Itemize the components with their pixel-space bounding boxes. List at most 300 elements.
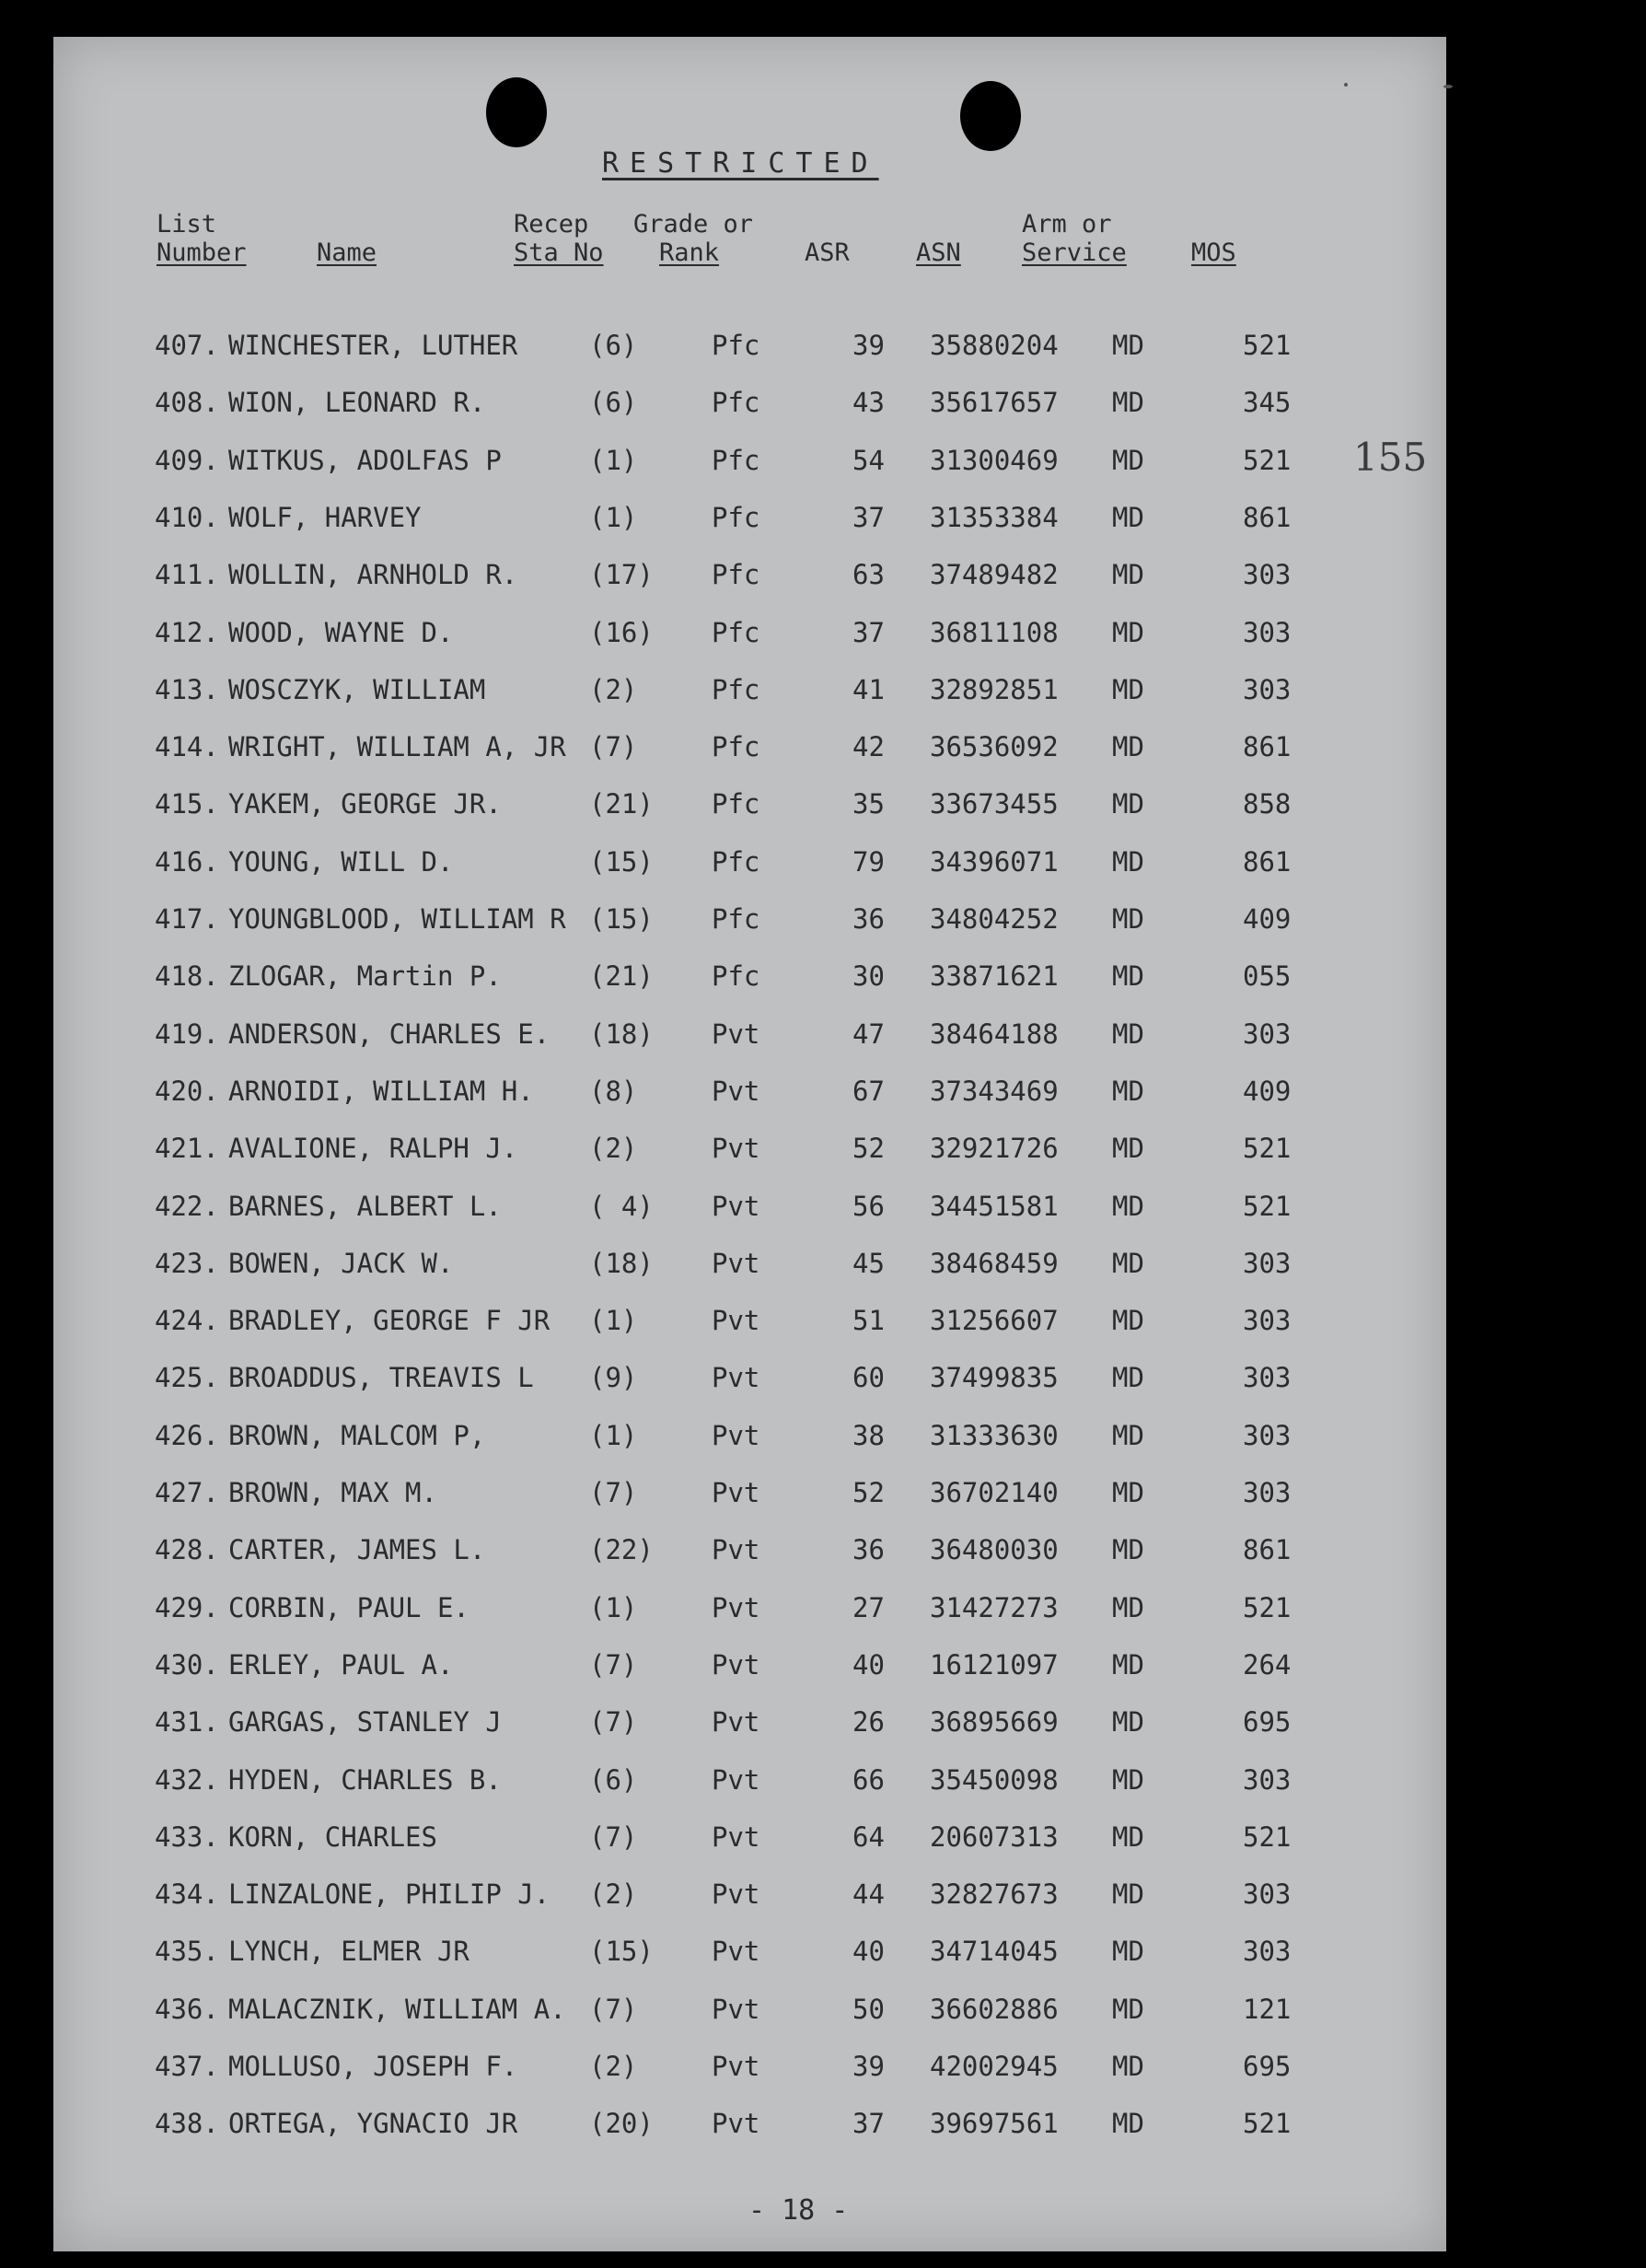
cell-mos: 861 <box>1243 845 1292 878</box>
cell-arm-service: MD <box>1112 1936 1144 1968</box>
cell-asr: 47 <box>852 1018 885 1050</box>
cell-list-number: 420. <box>155 1075 219 1107</box>
cell-mos: 521 <box>1243 1190 1292 1222</box>
cell-mos: 121 <box>1243 1993 1292 2025</box>
cell-recep-sta-no: (15) <box>589 1936 654 1968</box>
cell-asn: 35880204 <box>930 330 1059 361</box>
cell-arm-service: MD <box>1112 1477 1144 1508</box>
cell-list-number: 425. <box>155 1362 219 1394</box>
cell-recep-sta-no: (6) <box>589 1763 638 1796</box>
cell-recep-sta-no: (6) <box>589 330 638 361</box>
cell-name: WOLLIN, ARNHOLD R. <box>228 559 518 591</box>
cell-asn: 37489482 <box>930 559 1059 591</box>
cell-mos: 858 <box>1243 788 1292 820</box>
cell-recep-sta-no: (2) <box>589 1133 638 1165</box>
page-number: - 18 - <box>748 2194 849 2227</box>
cell-asr: 37 <box>852 2108 885 2140</box>
cell-recep-sta-no: (1) <box>589 1591 638 1623</box>
cell-arm-service: MD <box>1112 1878 1144 1911</box>
table-row <box>53 1649 1446 1686</box>
cell-grade: Pvt <box>712 1878 760 1911</box>
cell-arm-service: MD <box>1112 1190 1144 1222</box>
cell-asn: 31256607 <box>930 1305 1059 1337</box>
cell-asn: 36811108 <box>930 616 1059 648</box>
cell-name: HYDEN, CHARLES B. <box>228 1763 502 1796</box>
cell-recep-sta-no: (1) <box>589 444 638 476</box>
table-row <box>53 1133 1446 1169</box>
cell-asn: 37343469 <box>930 1075 1059 1107</box>
cell-asr: 42 <box>852 731 885 763</box>
cell-name: CARTER, JAMES L. <box>228 1534 486 1566</box>
cell-list-number: 437. <box>155 2051 219 2082</box>
cell-grade: Pvt <box>712 2051 760 2082</box>
header-list-number: List Number <box>156 210 247 267</box>
cell-mos: 303 <box>1243 1878 1292 1911</box>
table-row <box>53 1305 1446 1342</box>
cell-grade: Pfc <box>712 387 760 419</box>
cell-recep-sta-no: (2) <box>589 1878 638 1911</box>
header-asn: ASN <box>916 238 961 267</box>
cell-mos: 303 <box>1243 673 1292 705</box>
cell-arm-service: MD <box>1112 1763 1144 1796</box>
cell-asr: 36 <box>852 903 885 935</box>
table-row <box>53 1191 1446 1227</box>
cell-arm-service: MD <box>1112 1133 1144 1165</box>
cell-list-number: 418. <box>155 960 219 993</box>
cell-recep-sta-no: (2) <box>589 2051 638 2082</box>
cell-asn: 36536092 <box>930 731 1059 763</box>
cell-recep-sta-no: ( 4) <box>589 1190 654 1222</box>
cell-name: BARNES, ALBERT L. <box>228 1190 502 1222</box>
cell-arm-service: MD <box>1112 731 1144 763</box>
cell-grade: Pfc <box>712 731 760 763</box>
cell-name: ZLOGAR, Martin P. <box>228 960 502 993</box>
cell-asr: 39 <box>852 2051 885 2082</box>
cell-arm-service: MD <box>1112 616 1144 648</box>
cell-asn: 35450098 <box>930 1763 1059 1796</box>
cell-grade: Pfc <box>712 444 760 476</box>
cell-recep-sta-no: (20) <box>589 2108 654 2140</box>
cell-mos: 055 <box>1243 960 1292 993</box>
cell-list-number: 408. <box>155 387 219 419</box>
table-row <box>53 617 1446 654</box>
cell-list-number: 422. <box>155 1190 219 1222</box>
cell-grade: Pvt <box>712 1018 760 1050</box>
cell-recep-sta-no: (7) <box>589 731 638 763</box>
cell-recep-sta-no: (15) <box>589 903 654 935</box>
cell-asn: 39697561 <box>930 2108 1059 2140</box>
document-page <box>53 37 1446 2251</box>
cell-list-number: 430. <box>155 1648 219 1681</box>
cell-asn: 31427273 <box>930 1591 1059 1623</box>
cell-mos: 303 <box>1243 1936 1292 1968</box>
cell-asn: 42002945 <box>930 2051 1059 2082</box>
table-row <box>53 502 1446 539</box>
cell-list-number: 414. <box>155 731 219 763</box>
cell-asr: 44 <box>852 1878 885 1911</box>
cell-mos: 521 <box>1243 330 1292 361</box>
cell-grade: Pvt <box>712 1534 760 1566</box>
cell-list-number: 429. <box>155 1591 219 1623</box>
cell-mos: 695 <box>1243 2051 1292 2082</box>
cell-recep-sta-no: (18) <box>589 1018 654 1050</box>
cell-recep-sta-no: (22) <box>589 1534 654 1566</box>
cell-arm-service: MD <box>1112 1018 1144 1050</box>
cell-recep-sta-no: (7) <box>589 1820 638 1853</box>
cell-mos: 695 <box>1243 1706 1292 1739</box>
cell-asr: 39 <box>852 330 885 361</box>
cell-grade: Pvt <box>712 1075 760 1107</box>
cell-asn: 34396071 <box>930 845 1059 878</box>
cell-grade: Pfc <box>712 673 760 705</box>
table-row <box>53 2108 1446 2145</box>
cell-asn: 32921726 <box>930 1133 1059 1165</box>
cell-arm-service: MD <box>1112 1362 1144 1394</box>
cell-mos: 303 <box>1243 1763 1292 1796</box>
cell-recep-sta-no: (18) <box>589 1247 654 1279</box>
cell-list-number: 415. <box>155 788 219 820</box>
cell-list-number: 432. <box>155 1763 219 1796</box>
cell-asn: 34451581 <box>930 1190 1059 1222</box>
cell-list-number: 424. <box>155 1305 219 1337</box>
table-row <box>53 330 1446 366</box>
cell-asr: 56 <box>852 1190 885 1222</box>
cell-grade: Pvt <box>712 1190 760 1222</box>
cell-asn: 16121097 <box>930 1648 1059 1681</box>
cell-asn: 31300469 <box>930 444 1059 476</box>
cell-recep-sta-no: (17) <box>589 559 654 591</box>
cell-grade: Pfc <box>712 845 760 878</box>
table-row <box>53 903 1446 940</box>
cell-list-number: 434. <box>155 1878 219 1911</box>
cell-name: WOLF, HARVEY <box>228 501 422 533</box>
cell-arm-service: MD <box>1112 903 1144 935</box>
cell-asr: 51 <box>852 1305 885 1337</box>
cell-grade: Pvt <box>712 1648 760 1681</box>
cell-name: ARNOIDI, WILLIAM H. <box>228 1075 534 1107</box>
cell-grade: Pvt <box>712 1993 760 2025</box>
table-row <box>53 559 1446 596</box>
cell-name: MALACZNIK, WILLIAM A. <box>228 1993 566 2025</box>
cell-list-number: 438. <box>155 2108 219 2140</box>
table-row <box>53 846 1446 883</box>
table-row <box>53 1076 1446 1112</box>
cell-list-number: 428. <box>155 1534 219 1566</box>
cell-name: YOUNG, WILL D. <box>228 845 454 878</box>
cell-grade: Pfc <box>712 788 760 820</box>
cell-arm-service: MD <box>1112 2108 1144 2140</box>
scan-mark <box>1443 85 1453 88</box>
cell-list-number: 411. <box>155 559 219 591</box>
cell-name: ERLEY, PAUL A. <box>228 1648 454 1681</box>
cell-asn: 38464188 <box>930 1018 1059 1050</box>
cell-mos: 303 <box>1243 1419 1292 1451</box>
cell-grade: Pfc <box>712 501 760 533</box>
table-row <box>53 1936 1446 1972</box>
cell-name: WRIGHT, WILLIAM A, JR <box>228 731 566 763</box>
punch-hole <box>486 77 547 147</box>
cell-arm-service: MD <box>1112 1993 1144 2025</box>
cell-asr: 40 <box>852 1936 885 1968</box>
cell-name: BROWN, MALCOM P, <box>228 1419 486 1451</box>
cell-asr: 63 <box>852 559 885 591</box>
cell-asr: 41 <box>852 673 885 705</box>
cell-grade: Pvt <box>712 1591 760 1623</box>
cell-recep-sta-no: (9) <box>589 1362 638 1394</box>
cell-arm-service: MD <box>1112 1305 1144 1337</box>
cell-mos: 303 <box>1243 1247 1292 1279</box>
table-row <box>53 1534 1446 1571</box>
cell-grade: Pvt <box>712 1133 760 1165</box>
cell-asr: 30 <box>852 960 885 993</box>
table-row <box>53 960 1446 997</box>
cell-list-number: 421. <box>155 1133 219 1165</box>
cell-name: WION, LEONARD R. <box>228 387 486 419</box>
cell-asn: 20607313 <box>930 1820 1059 1853</box>
cell-name: BROWN, MAX M. <box>228 1477 437 1508</box>
cell-asn: 37499835 <box>930 1362 1059 1394</box>
cell-arm-service: MD <box>1112 845 1144 878</box>
cell-asr: 52 <box>852 1477 885 1508</box>
cell-recep-sta-no: (7) <box>589 1477 638 1508</box>
table-row <box>53 1821 1446 1858</box>
table-row <box>53 1764 1446 1801</box>
cell-grade: Pvt <box>712 1419 760 1451</box>
table-row <box>53 674 1446 711</box>
cell-arm-service: MD <box>1112 1419 1144 1451</box>
cell-grade: Pfc <box>712 960 760 993</box>
cell-list-number: 407. <box>155 330 219 361</box>
cell-arm-service: MD <box>1112 1706 1144 1739</box>
cell-arm-service: MD <box>1112 1534 1144 1566</box>
cell-name: MOLLUSO, JOSEPH F. <box>228 2051 518 2082</box>
cell-mos: 303 <box>1243 1018 1292 1050</box>
cell-name: AVALIONE, RALPH J. <box>228 1133 518 1165</box>
cell-name: LINZALONE, PHILIP J. <box>228 1878 551 1911</box>
cell-list-number: 409. <box>155 444 219 476</box>
cell-mos: 521 <box>1243 444 1292 476</box>
cell-mos: 521 <box>1243 1133 1292 1165</box>
cell-grade: Pvt <box>712 1763 760 1796</box>
cell-grade: Pvt <box>712 1362 760 1394</box>
cell-grade: Pfc <box>712 559 760 591</box>
cell-asr: 60 <box>852 1362 885 1394</box>
table-row <box>53 1592 1446 1629</box>
cell-name: KORN, CHARLES <box>228 1820 437 1853</box>
cell-mos: 264 <box>1243 1648 1292 1681</box>
cell-asr: 27 <box>852 1591 885 1623</box>
table-row <box>53 1878 1446 1915</box>
cell-mos: 303 <box>1243 616 1292 648</box>
table-row <box>53 788 1446 825</box>
cell-list-number: 431. <box>155 1706 219 1739</box>
cell-arm-service: MD <box>1112 1075 1144 1107</box>
cell-grade: Pvt <box>712 1477 760 1508</box>
cell-asr: 37 <box>852 501 885 533</box>
cell-asr: 54 <box>852 444 885 476</box>
cell-asr: 67 <box>852 1075 885 1107</box>
cell-list-number: 427. <box>155 1477 219 1508</box>
cell-asr: 50 <box>852 1993 885 2025</box>
cell-mos: 521 <box>1243 1820 1292 1853</box>
cell-name: GARGAS, STANLEY J <box>228 1706 502 1739</box>
cell-asr: 79 <box>852 845 885 878</box>
cell-arm-service: MD <box>1112 1820 1144 1853</box>
cell-grade: Pfc <box>712 616 760 648</box>
cell-asr: 66 <box>852 1763 885 1796</box>
cell-arm-service: MD <box>1112 673 1144 705</box>
cell-name: BRADLEY, GEORGE F JR <box>228 1305 551 1337</box>
cell-recep-sta-no: (7) <box>589 1993 638 2025</box>
cell-name: LYNCH, ELMER JR <box>228 1936 469 1968</box>
cell-asn: 33673455 <box>930 788 1059 820</box>
table-row <box>53 731 1446 768</box>
cell-mos: 303 <box>1243 1305 1292 1337</box>
cell-list-number: 433. <box>155 1820 219 1853</box>
cell-recep-sta-no: (8) <box>589 1075 638 1107</box>
cell-asn: 31333630 <box>930 1419 1059 1451</box>
table-row <box>53 2051 1446 2088</box>
cell-asr: 40 <box>852 1648 885 1681</box>
cell-grade: Pvt <box>712 1936 760 1968</box>
scan-mark <box>1344 83 1348 87</box>
cell-name: ORTEGA, YGNACIO JR <box>228 2108 518 2140</box>
cell-arm-service: MD <box>1112 444 1144 476</box>
cell-name: CORBIN, PAUL E. <box>228 1591 469 1623</box>
side-number: 155 <box>1353 435 1428 480</box>
cell-arm-service: MD <box>1112 2051 1144 2082</box>
cell-asr: 52 <box>852 1133 885 1165</box>
cell-arm-service: MD <box>1112 330 1144 361</box>
cell-recep-sta-no: (15) <box>589 845 654 878</box>
cell-recep-sta-no: (21) <box>589 788 654 820</box>
cell-name: WOSCZYK, WILLIAM <box>228 673 486 705</box>
cell-list-number: 419. <box>155 1018 219 1050</box>
cell-list-number: 435. <box>155 1936 219 1968</box>
cell-asr: 36 <box>852 1534 885 1566</box>
header-arm-or-service: Arm or Service <box>1022 210 1127 267</box>
cell-recep-sta-no: (16) <box>589 616 654 648</box>
cell-arm-service: MD <box>1112 501 1144 533</box>
table-row <box>53 1420 1446 1457</box>
cell-asr: 38 <box>852 1419 885 1451</box>
cell-mos: 303 <box>1243 1362 1292 1394</box>
cell-asr: 37 <box>852 616 885 648</box>
cell-mos: 409 <box>1243 903 1292 935</box>
cell-grade: Pvt <box>712 1247 760 1279</box>
table-row <box>53 1362 1446 1399</box>
cell-list-number: 416. <box>155 845 219 878</box>
cell-asn: 36480030 <box>930 1534 1059 1566</box>
header-name: Name <box>317 238 377 267</box>
cell-name: WOOD, WAYNE D. <box>228 616 454 648</box>
cell-list-number: 436. <box>155 1993 219 2025</box>
cell-asr: 64 <box>852 1820 885 1853</box>
cell-asn: 31353384 <box>930 501 1059 533</box>
cell-grade: Pfc <box>712 330 760 361</box>
cell-recep-sta-no: (1) <box>589 1419 638 1451</box>
cell-recep-sta-no: (1) <box>589 1305 638 1337</box>
cell-grade: Pvt <box>712 1706 760 1739</box>
table-row <box>53 1248 1446 1285</box>
cell-asn: 35617657 <box>930 387 1059 419</box>
cell-arm-service: MD <box>1112 960 1144 993</box>
cell-mos: 521 <box>1243 2108 1292 2140</box>
cell-recep-sta-no: (6) <box>589 387 638 419</box>
cell-asr: 26 <box>852 1706 885 1739</box>
cell-mos: 303 <box>1243 559 1292 591</box>
cell-list-number: 417. <box>155 903 219 935</box>
header-grade-or-rank: Grade or Rank <box>633 210 754 267</box>
cell-name: YAKEM, GEORGE JR. <box>228 788 502 820</box>
cell-grade: Pvt <box>712 1305 760 1337</box>
table-row <box>53 387 1446 424</box>
table-row <box>53 1477 1446 1514</box>
cell-recep-sta-no: (7) <box>589 1706 638 1739</box>
cell-asn: 38468459 <box>930 1247 1059 1279</box>
cell-list-number: 426. <box>155 1419 219 1451</box>
cell-asn: 36602886 <box>930 1993 1059 2025</box>
cell-mos: 861 <box>1243 731 1292 763</box>
cell-name: YOUNGBLOOD, WILLIAM R <box>228 903 566 935</box>
cell-mos: 345 <box>1243 387 1292 419</box>
cell-name: BOWEN, JACK W. <box>228 1247 454 1279</box>
header-asr: ASR <box>805 238 850 267</box>
cell-recep-sta-no: (21) <box>589 960 654 993</box>
table-row <box>53 1018 1446 1055</box>
cell-asn: 32827673 <box>930 1878 1059 1911</box>
cell-mos: 861 <box>1243 501 1292 533</box>
cell-mos: 303 <box>1243 1477 1292 1508</box>
table-row <box>53 1706 1446 1743</box>
table-row <box>53 445 1446 482</box>
cell-grade: Pvt <box>712 1820 760 1853</box>
cell-mos: 521 <box>1243 1591 1292 1623</box>
cell-arm-service: MD <box>1112 387 1144 419</box>
cell-name: BROADDUS, TREAVIS L <box>228 1362 534 1394</box>
cell-grade: Pvt <box>712 2108 760 2140</box>
cell-list-number: 412. <box>155 616 219 648</box>
cell-recep-sta-no: (1) <box>589 501 638 533</box>
cell-asr: 43 <box>852 387 885 419</box>
cell-asn: 34714045 <box>930 1936 1059 1968</box>
cell-arm-service: MD <box>1112 1648 1144 1681</box>
cell-asn: 33871621 <box>930 960 1059 993</box>
restricted-heading: RESTRICTED <box>602 147 879 180</box>
header-mos: MOS <box>1191 238 1236 267</box>
cell-grade: Pfc <box>712 903 760 935</box>
cell-name: ANDERSON, CHARLES E. <box>228 1018 551 1050</box>
cell-asn: 32892851 <box>930 673 1059 705</box>
cell-name: WINCHESTER, LUTHER <box>228 330 518 361</box>
cell-arm-service: MD <box>1112 788 1144 820</box>
cell-recep-sta-no: (2) <box>589 673 638 705</box>
cell-list-number: 413. <box>155 673 219 705</box>
header-recep-sta-no: Recep Sta No <box>514 210 604 267</box>
cell-recep-sta-no: (7) <box>589 1648 638 1681</box>
cell-list-number: 423. <box>155 1247 219 1279</box>
punch-hole <box>960 81 1021 151</box>
cell-arm-service: MD <box>1112 559 1144 591</box>
cell-asn: 36895669 <box>930 1706 1059 1739</box>
cell-name: WITKUS, ADOLFAS P <box>228 444 502 476</box>
cell-asn: 36702140 <box>930 1477 1059 1508</box>
cell-arm-service: MD <box>1112 1591 1144 1623</box>
cell-list-number: 410. <box>155 501 219 533</box>
table-row <box>53 1994 1446 2030</box>
cell-asr: 35 <box>852 788 885 820</box>
cell-asn: 34804252 <box>930 903 1059 935</box>
